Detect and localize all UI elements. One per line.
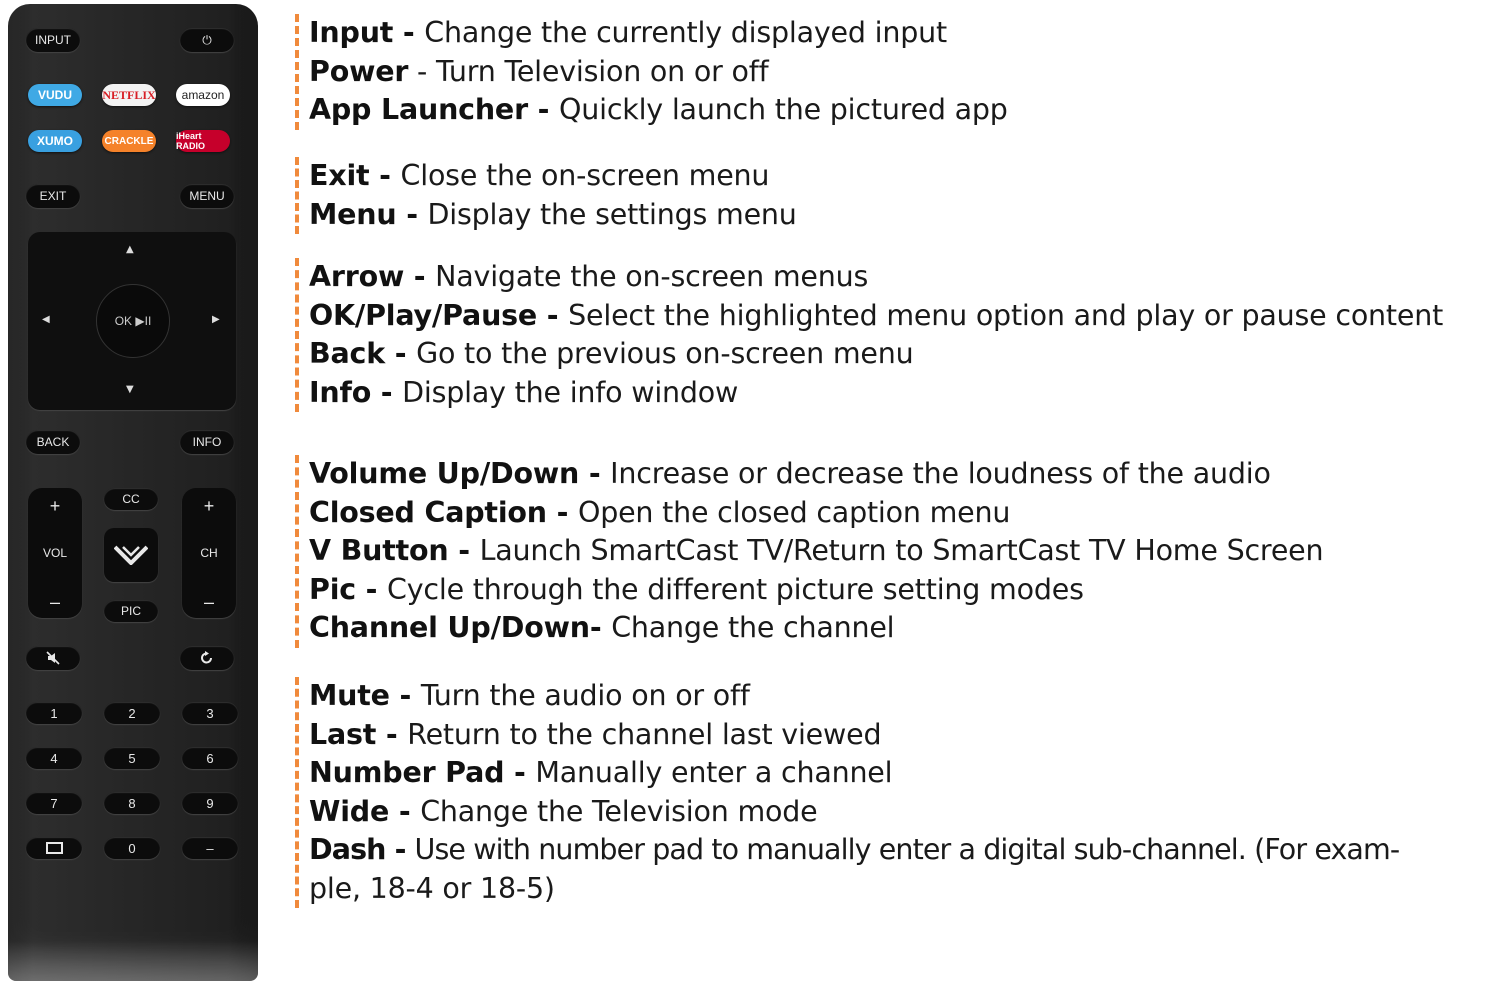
legend-term: Channel Up/Down- — [309, 611, 612, 644]
legend-line — [309, 196, 797, 235]
legend-line — [309, 374, 1443, 413]
channel-label: CH — [200, 546, 218, 560]
legend-description: Cycle through the different picture setting modes — [387, 572, 1084, 606]
legend-line — [309, 297, 1443, 336]
legend-description: Launch SmartCast TV/Return to SmartCast TV Home Screen — [479, 534, 1324, 567]
exit-button[interactable]: EXIT — [26, 184, 80, 208]
vudu-app-button[interactable]: VUDU — [28, 84, 82, 106]
legend-line — [309, 716, 1399, 755]
volume-label: VOL — [42, 546, 67, 560]
legend-line — [309, 91, 1008, 130]
legend-line — [309, 494, 1323, 533]
legend-description: Open the closed caption menu — [577, 495, 1011, 529]
volume-rocker[interactable] — [28, 488, 82, 618]
number-4-button[interactable]: 4 — [26, 747, 82, 769]
legend-term: Dash - — [309, 833, 415, 866]
legend-line — [309, 754, 1399, 793]
legend-line — [309, 870, 1399, 909]
last-channel-icon — [200, 651, 214, 665]
number-6-button[interactable]: 6 — [182, 747, 238, 769]
legend-description: Increase or decrease the loudness of the audio — [610, 457, 1271, 490]
last-button[interactable] — [180, 646, 234, 670]
legend-term: Wide - — [309, 794, 421, 828]
legend-line — [309, 455, 1323, 494]
number-9-button[interactable]: 9 — [182, 792, 238, 814]
back-button[interactable]: BACK — [26, 430, 80, 454]
legend-description: Display the settings menu — [427, 197, 797, 231]
legend-line — [309, 14, 1008, 53]
legend-group-volume-channel — [295, 455, 1323, 648]
legend-line — [309, 831, 1399, 870]
legend-term: Input - — [309, 16, 425, 49]
legend-term: Arrow - — [309, 260, 436, 293]
legend-description: Close the on-screen menu — [400, 159, 770, 192]
legend-description: Change the channel — [611, 611, 895, 644]
legend-description: Use with number pad to manually enter a digital sub-channel. (For exam- — [414, 833, 1400, 866]
legend-description: Change the Television mode — [420, 794, 818, 828]
netflix-app-button[interactable]: NETFLIX — [102, 84, 156, 106]
number-5-button[interactable]: 5 — [104, 747, 160, 769]
legend-line — [309, 571, 1323, 610]
legend-term: Menu - — [309, 197, 428, 231]
arrow-right-icon[interactable]: ▶ — [212, 314, 220, 325]
vizio-v-icon — [114, 545, 148, 565]
legend-term: OK/Play/Pause - — [309, 298, 569, 332]
mute-button[interactable] — [26, 646, 80, 670]
legend-term: App Launcher - — [309, 93, 559, 126]
closed-caption-button[interactable]: CC — [104, 488, 158, 510]
legend-group-exit-menu — [295, 157, 797, 234]
channel-up-icon[interactable]: + — [203, 496, 215, 516]
legend-description: Quickly launch the pictured app — [559, 93, 1008, 126]
legend-description: Go to the previous on-screen menu — [416, 337, 914, 370]
wide-button[interactable] — [26, 837, 82, 859]
legend-line — [309, 258, 1443, 297]
legend-description: Display the info window — [402, 375, 739, 409]
legend-line — [309, 793, 1399, 832]
legend-description: Select the highlighted menu option and play or pause content — [568, 298, 1444, 332]
channel-rocker[interactable] — [182, 488, 236, 618]
number-3-button[interactable]: 3 — [182, 702, 238, 724]
legend-group-navigation — [295, 258, 1443, 412]
legend-line — [309, 532, 1323, 571]
legend-description: - Turn Television on or off — [408, 54, 769, 88]
legend-term: Volume Up/Down - — [309, 457, 611, 490]
input-button[interactable]: INPUT — [26, 28, 80, 52]
legend-line — [309, 335, 1443, 374]
arrow-down-icon[interactable]: ▼ — [126, 384, 134, 395]
legend-term: Last - — [309, 717, 408, 751]
legend-term: Back - — [309, 337, 417, 370]
power-icon: ⏻ — [202, 32, 212, 47]
amazon-app-button[interactable]: amazon — [176, 84, 230, 106]
number-7-button[interactable]: 7 — [26, 792, 82, 814]
legend-term: Power — [309, 54, 409, 88]
legend-description: Change the currently displayed input — [424, 16, 947, 49]
volume-down-icon[interactable]: – — [49, 592, 60, 612]
channel-down-icon[interactable]: – — [203, 592, 214, 612]
number-8-button[interactable]: 8 — [104, 792, 160, 814]
xumo-app-button[interactable]: XUMO — [28, 130, 82, 152]
ok-play-pause-button[interactable]: OK ▶II — [96, 284, 170, 358]
mute-icon — [46, 651, 60, 665]
wide-screen-icon — [46, 842, 63, 854]
legend-line — [309, 53, 1008, 92]
legend-group-mute-numbers — [295, 677, 1399, 908]
arrow-up-icon[interactable]: ▲ — [126, 244, 134, 255]
volume-up-icon[interactable]: + — [49, 496, 61, 516]
number-2-button[interactable]: 2 — [104, 702, 160, 724]
legend-term: Pic - — [309, 572, 388, 606]
legend-term: Closed Caption - — [309, 495, 578, 529]
legend-line — [309, 677, 1399, 716]
number-0-button[interactable]: 0 — [104, 837, 160, 859]
legend-line — [309, 157, 797, 196]
legend-description: ple, 18-4 or 18-5) — [309, 871, 555, 905]
power-button[interactable] — [180, 28, 234, 52]
legend-description: Return to the channel last viewed — [407, 717, 882, 751]
legend-term: Number Pad - — [309, 756, 536, 789]
legend-description: Turn the audio on or off — [420, 679, 750, 712]
legend-description: Manually enter a channel — [535, 756, 893, 789]
legend-term: Exit - — [309, 159, 401, 192]
iheartradio-app-button[interactable]: iHeart RADIO — [176, 130, 230, 152]
legend-description: Navigate the on-screen menus — [435, 260, 869, 293]
tv-remote — [8, 4, 258, 981]
dash-button[interactable]: – — [182, 837, 238, 859]
info-button[interactable]: INFO — [180, 430, 234, 454]
directional-pad — [28, 232, 236, 410]
legend-term: V Button - — [309, 534, 480, 567]
legend-line — [309, 609, 1323, 648]
number-1-button[interactable]: 1 — [26, 702, 82, 724]
arrow-left-icon[interactable]: ◀ — [42, 314, 50, 325]
pic-button[interactable]: PIC — [104, 600, 158, 622]
legend-term: Mute - — [309, 679, 421, 712]
menu-button[interactable]: MENU — [180, 184, 234, 208]
legend-term: Info - — [309, 375, 403, 409]
crackle-app-button[interactable]: CRACKLE — [102, 130, 156, 152]
legend-group-power-input-apps — [295, 14, 1008, 130]
remote-reflection — [8, 941, 258, 981]
v-button[interactable] — [104, 528, 158, 582]
